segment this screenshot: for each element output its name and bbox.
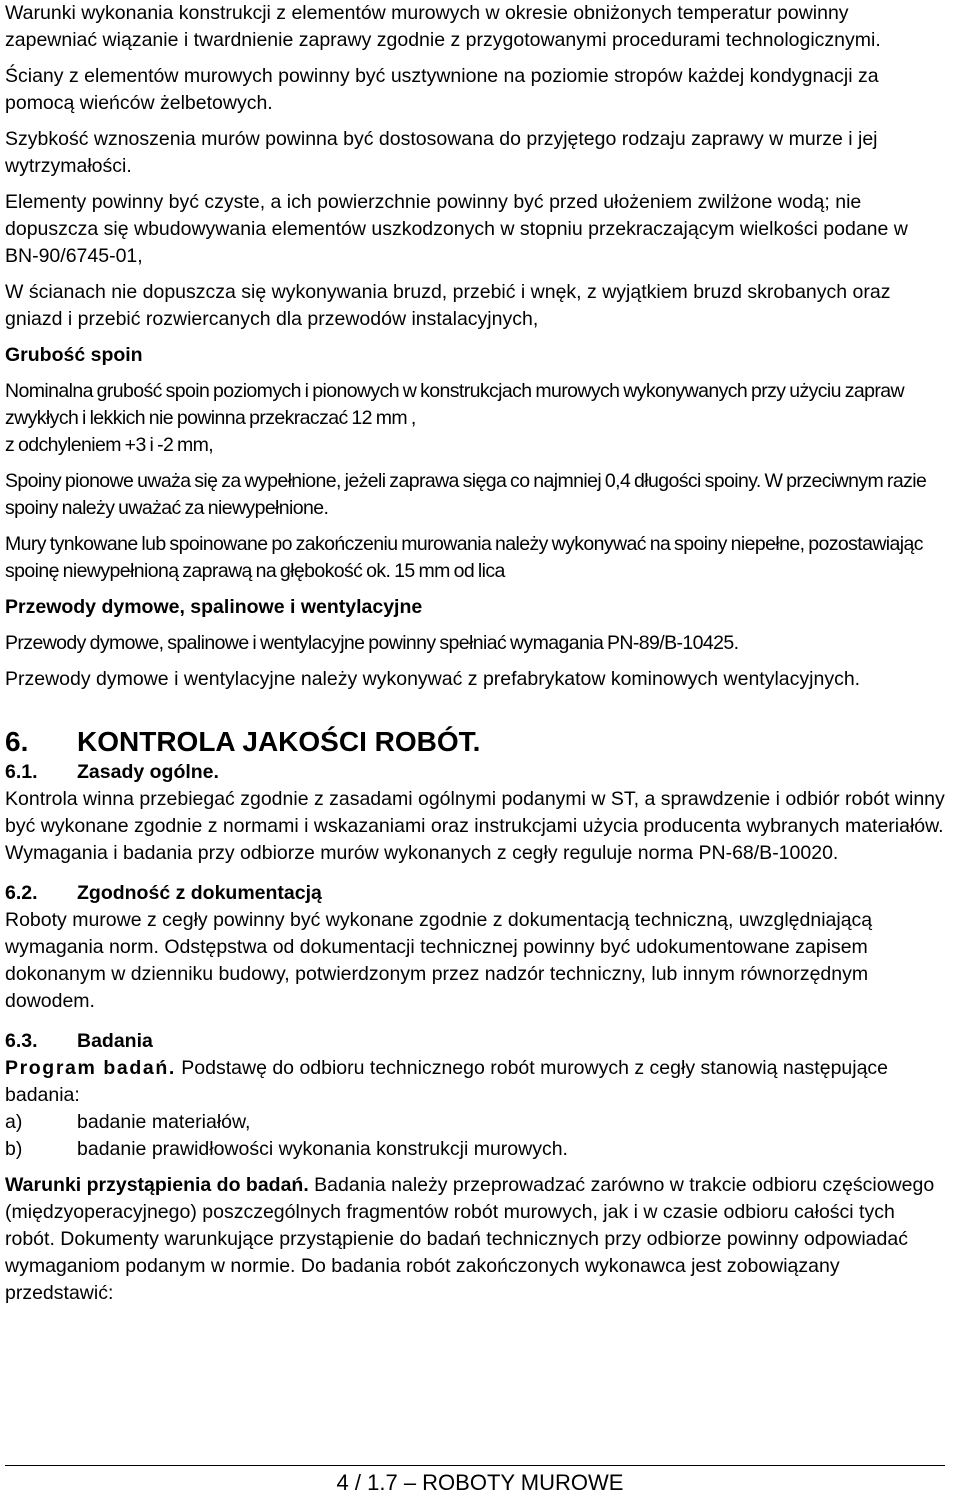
paragraph: Spoiny pionowe uważa się za wypełnione, jeżeli zaprawa sięga co najmniej 0,4 długości spoiny. W przeciwnym razie spoiny należy uważać za niewypełnione. bbox=[5, 470, 927, 519]
subsection-number: 6.3. bbox=[5, 1030, 38, 1052]
section-heading: Grubość spoin bbox=[5, 344, 143, 366]
subsection-number: 6.1. bbox=[5, 761, 38, 783]
page-footer: 4 / 1.7 – ROBOTY MUROWE bbox=[336, 1470, 624, 1495]
list-marker: b) bbox=[5, 1138, 23, 1160]
paragraph: Wymagania i badania przy odbiorze murów wykonanych z cegły reguluje norma PN-68/B-10020. bbox=[5, 842, 839, 864]
inline-text: Podstawę do odbioru technicznego robót murowych z cegły stanowią następujące badania: bbox=[5, 1057, 889, 1106]
list-item bbox=[5, 1109, 945, 1136]
paragraph: Przewody dymowe i wentylacyjne należy wykonywać z prefabrykatow kominowych wentylacyjnych. bbox=[5, 668, 861, 690]
chapter-title: KONTROLA JAKOŚCI ROBÓT. bbox=[77, 726, 481, 757]
paragraph: Mury tynkowane lub spoinowane po zakończeniu murowania należy wykonywać na spoiny niepełne, pozostawiając spoinę niewypełnioną zaprawą na głębokość ok. 15 mm od lica bbox=[5, 533, 923, 582]
inline-label: Warunki przystąpienia do badań. bbox=[5, 1174, 309, 1196]
paragraph: Elementy powinny być czyste, a ich powierzchnie powinny być przed ułożeniem zwilżone wodą; nie dopuszcza się wbudowywania elementów uszkodzonych w stopniu przekraczającym wielkości podane w BN-90/6745-01, bbox=[5, 191, 908, 267]
paragraph: Kontrola winna przebiegać zgodnie z zasadami ogólnymi podanymi w ST, a sprawdzenie i odbiór robót winny być wykonane zgodnie z normami i wskazaniami oraz instrukcjami użycia producenta wybranych materiałów. bbox=[5, 788, 945, 837]
chapter-number: 6. bbox=[5, 726, 29, 757]
paragraph bbox=[5, 1172, 945, 1307]
subsection-title: Badania bbox=[77, 1030, 153, 1052]
subsection-heading bbox=[5, 880, 945, 907]
paragraph: Szybkość wznoszenia murów powinna być dostosowana do przyjętego rodzaju zaprawy w murze i jej wytrzymałości. bbox=[5, 128, 878, 177]
chapter-heading bbox=[5, 725, 945, 759]
subsection-title: Zasady ogólne. bbox=[77, 761, 219, 783]
inline-text: Badania należy przeprowadzać zarówno w trakcie odbioru częściowego (międzyoperacyjnego) poszczególnych fragmentów robót murowych, jak i w czasie odbioru całości tych robót. Dokumenty warunkujące przystąpienie do badań technicznych przy odbiorze powinny odpowiadać wymaganiom podanym w normie. Do badania robót zakończonych wykonawca jest zobowiązany przedstawić: bbox=[5, 1174, 935, 1304]
subsection-number: 6.2. bbox=[5, 882, 38, 904]
subsection-heading bbox=[5, 759, 945, 786]
paragraph: z odchyleniem +3 i -2 mm, bbox=[5, 434, 214, 456]
subsection-heading bbox=[5, 1028, 945, 1055]
footer-divider bbox=[5, 1465, 945, 1466]
paragraph: Ściany z elementów murowych powinny być usztywnione na poziomie stropów każdej kondygnacji za pomocą wieńców żelbetowych. bbox=[5, 65, 879, 114]
list-marker: a) bbox=[5, 1111, 23, 1133]
paragraph: Roboty murowe z cegły powinny być wykonane zgodnie z dokumentacją techniczną, uwzględniającą wymagania norm. Odstępstwa od dokumentacji technicznej powinny być udokumentowane zapisem dokonanym w dzienniku budowy, potwierdzonym przez nadzór techniczny, lub innym równorzędnym dowodem. bbox=[5, 909, 873, 1012]
paragraph: Warunki wykonania konstrukcji z elementów murowych w okresie obniżonych temperatur powinny zapewniać wiązanie i twardnienie zaprawy zgodnie z przygotowanymi procedurami technologicznymi. bbox=[5, 2, 881, 51]
paragraph: W ścianach nie dopuszcza się wykonywania bruzd, przebić i wnęk, z wyjątkiem bruzd skrobanych oraz gniazd i przebić rozwiercanych dla przewodów instalacyjnych, bbox=[5, 281, 891, 330]
section-heading: Przewody dymowe, spalinowe i wentylacyjne bbox=[5, 596, 423, 618]
paragraph: Nominalna grubość spoin poziomych i pionowych w konstrukcjach murowych wykonywanych przy użyciu zapraw zwykłych i lekkich nie powinna przekraczać 12 mm , bbox=[5, 380, 904, 429]
paragraph: Przewody dymowe, spalinowe i wentylacyjne powinny spełniać wymagania PN-89/B-10425. bbox=[5, 632, 739, 654]
paragraph bbox=[5, 1055, 945, 1109]
list-text: badanie materiałów, bbox=[77, 1111, 251, 1133]
list-text: badanie prawidłowości wykonania konstrukcji murowych. bbox=[77, 1138, 568, 1160]
subsection-title: Zgodność z dokumentacją bbox=[77, 882, 322, 904]
list-item bbox=[5, 1136, 945, 1163]
inline-label: Program badań. bbox=[5, 1057, 176, 1079]
